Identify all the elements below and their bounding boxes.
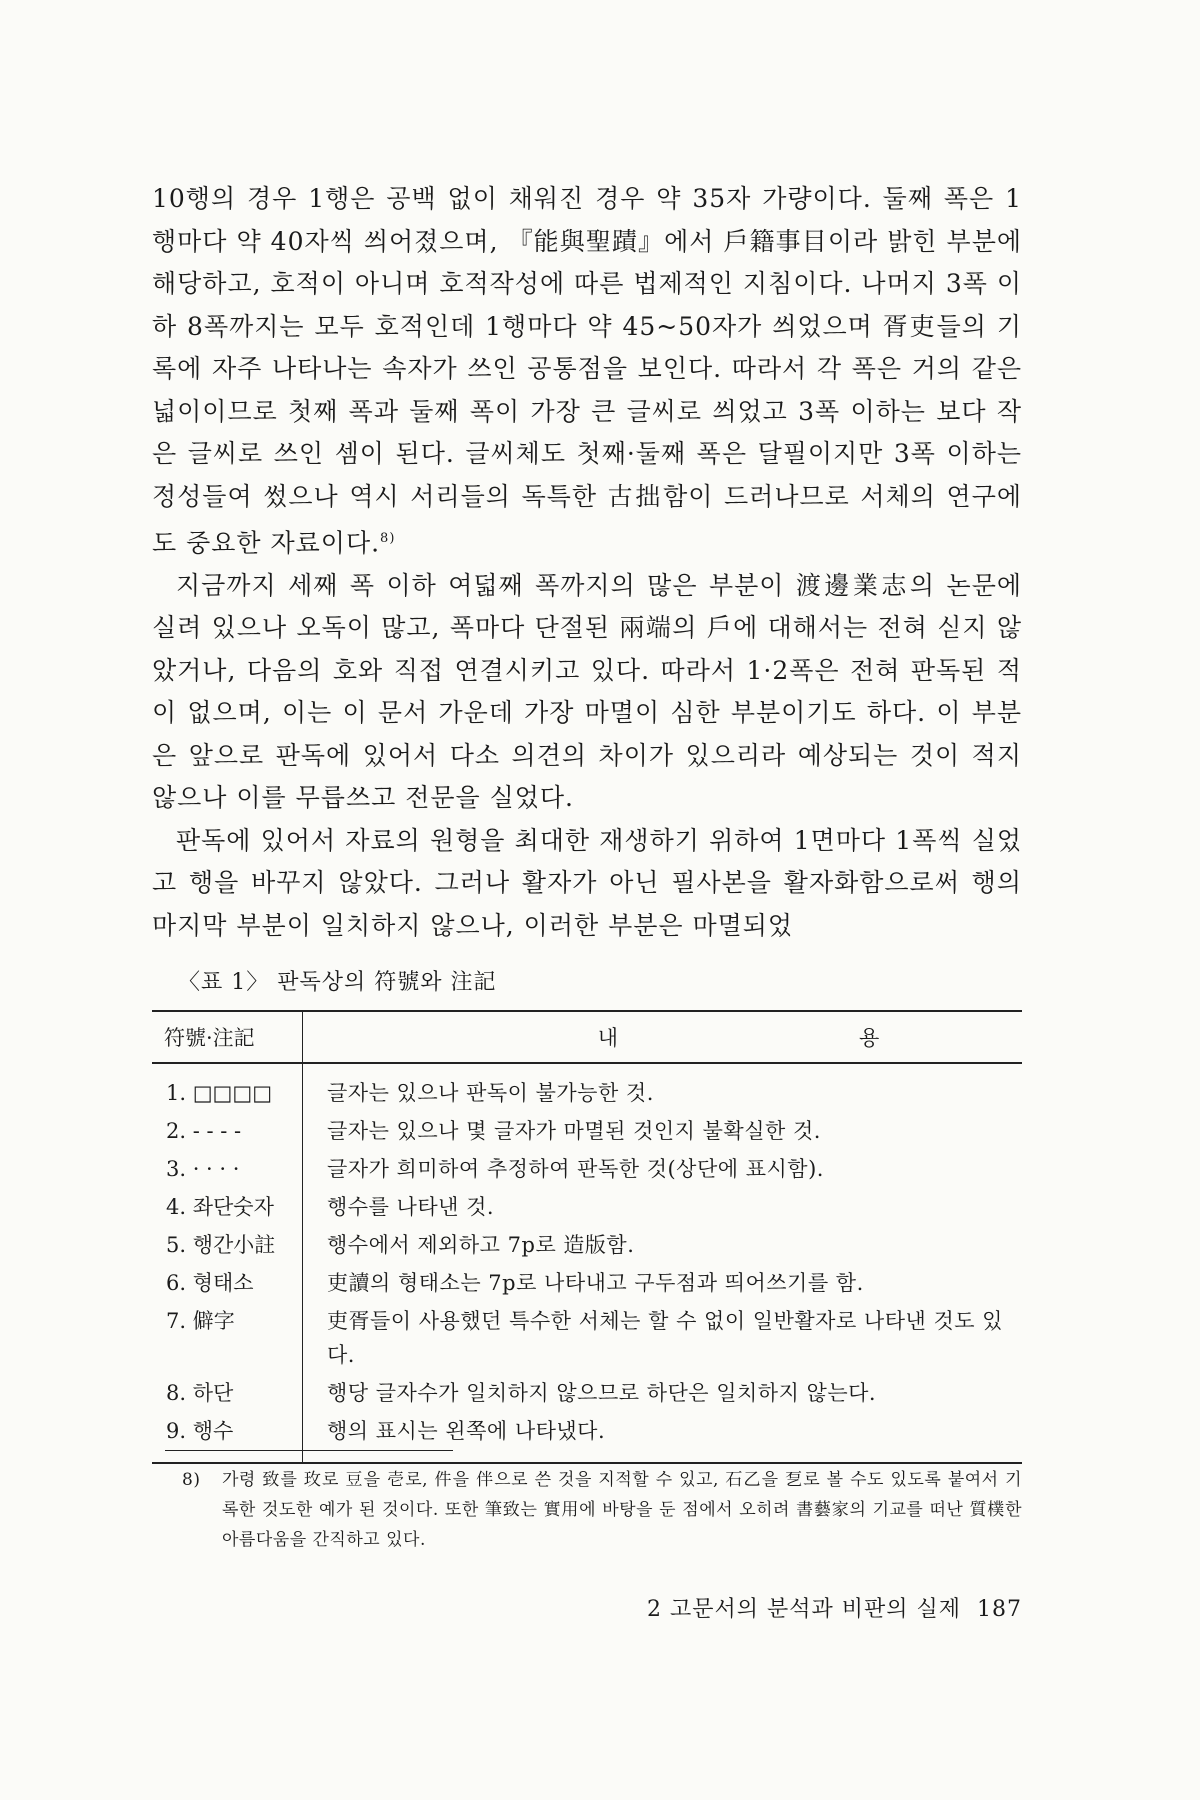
table-header-row bbox=[152, 1011, 1022, 1063]
body-text bbox=[152, 178, 1022, 947]
table-row bbox=[152, 1063, 1022, 1112]
table-row bbox=[152, 1264, 1022, 1302]
footnote-text: 가령 致를 玫로 豆을 壱로, 件을 伴으로 쓴 것을 지적할 수 있고, 石乙을 乭로 볼 수도 있도록 붙여서 기록한 것도한 예가 된 것이다. 또한 筆致는 實用에 바탕을 둔 점에서 오히려 書藝家의 기교를 떠난 質樸한 아름다움을 간직하고 있다. bbox=[222, 1470, 1022, 1550]
footnote-number: 8) bbox=[182, 1470, 201, 1490]
header-key: 符號·注記 bbox=[152, 1011, 303, 1063]
table-row bbox=[152, 1412, 1022, 1463]
row-key: 6. 형태소 bbox=[152, 1264, 303, 1302]
table-row bbox=[152, 1150, 1022, 1188]
paragraph-1-text: 10행의 경우 1행은 공백 없이 채워진 경우 약 35자 가량이다. 둘째 폭은 1행마다 약 40자씩 씌어졌으며, 『能與聖蹟』에서 戶籍事目이라 밝힌 부분에 해당하고, 호적이 아니며 호적작성에 따른 법제적인 지침이다. 나머지 3폭 이하 8폭까지는 모두 호적인데 1행마다 약 45~50자가 씌었으며 胥吏들의 기록에 자주 나타나는 속자가 쓰인 공통점을 보인다. 따라서 각 폭은 거의 같은 넓이이므로 첫째 폭과 둘째 폭이 가장 큰 글씨로 씌었고 3폭 이하는 보다 작은 글씨로 쓰인 셈이 된다. 글씨체도 첫째·둘째 폭은 달필이지만 3폭 이하는 정성들여 썼으나 역시 서리들의 독특한 古拙함이 드러나므로 서체의 연구에도 중요한 자료이다. bbox=[152, 184, 1022, 558]
chapter-title: 2 고문서의 분석과 비판의 실제 bbox=[647, 1597, 961, 1622]
paragraph-1 bbox=[152, 178, 1022, 565]
row-value: 행의 표시는 왼쪽에 나타냈다. bbox=[327, 1419, 606, 1443]
table-row bbox=[152, 1374, 1022, 1412]
page-footer bbox=[600, 1592, 1022, 1623]
row-value: 행수를 나타낸 것. bbox=[327, 1195, 495, 1219]
page-number: 187 bbox=[977, 1597, 1022, 1622]
table-row bbox=[152, 1188, 1022, 1226]
row-value: 吏讀의 형태소는 7p로 나타내고 구두점과 띄어쓰기를 함. bbox=[327, 1271, 864, 1295]
row-key: 9. 행수 bbox=[152, 1412, 303, 1463]
paragraph-3: 판독에 있어서 자료의 원형을 최대한 재생하기 위하여 1면마다 1폭씩 실었고 행을 바꾸지 않았다. 그러나 활자가 아닌 필사본을 활자화함으로써 행의 마지막 부분이 일치하지 않으나, 이러한 부분은 마멸되었 bbox=[152, 825, 1022, 940]
header-content-left: 내 bbox=[597, 1026, 619, 1050]
table-row bbox=[152, 1302, 1022, 1374]
header-content-right: 용 bbox=[859, 1026, 880, 1050]
row-key: 3. · · · · bbox=[152, 1150, 303, 1188]
row-key: 8. 하단 bbox=[152, 1374, 303, 1412]
table-row bbox=[152, 1112, 1022, 1150]
footnote-divider bbox=[165, 1450, 453, 1451]
row-value: 행수에서 제외하고 7p로 造版함. bbox=[327, 1233, 635, 1257]
footnote-reference: 8) bbox=[380, 531, 396, 546]
row-value: 행당 글자수가 일치하지 않으므로 하단은 일치하지 않는다. bbox=[327, 1381, 877, 1405]
row-key: 5. 행간小註 bbox=[152, 1226, 303, 1264]
row-value: 吏胥들이 사용했던 특수한 서체는 할 수 없이 일반활자로 나타낸 것도 있다. bbox=[327, 1309, 1003, 1367]
header-content bbox=[303, 1011, 1023, 1063]
footnote bbox=[182, 1465, 1022, 1555]
table-row bbox=[152, 1226, 1022, 1264]
row-key: 2. - - - - bbox=[152, 1112, 303, 1150]
row-value: 글자가 희미하여 추정하여 판독한 것(상단에 표시함). bbox=[327, 1157, 824, 1181]
paragraph-2: 지금까지 세째 폭 이하 여덟째 폭까지의 많은 부분이 渡邊業志의 논문에 실려 있으나 오독이 많고, 폭마다 단절된 兩端의 戶에 대해서는 전혀 싣지 않았거나, 다음의 호와 직접 연결시키고 있다. 따라서 1·2폭은 전혀 판독된 적이 없으며, 이는 이 문서 가운데 가장 마멸이 심한 부분이기도 하다. 이 부분은 앞으로 판독에 있어서 다소 의견의 차이가 있으리라 예상되는 것이 적지 않으나 이를 무릅쓰고 전문을 실었다. bbox=[152, 570, 1022, 813]
row-key: 7. 僻字 bbox=[152, 1302, 303, 1374]
row-key: 4. 좌단숫자 bbox=[152, 1188, 303, 1226]
symbols-table bbox=[152, 1010, 1022, 1464]
table-caption: 〈표 1〉 판독상의 符號와 注記 bbox=[178, 970, 497, 995]
row-value: 글자는 있으나 몇 글자가 마멸된 것인지 불확실한 것. bbox=[327, 1119, 821, 1143]
row-value: 글자는 있으나 판독이 불가능한 것. bbox=[327, 1081, 654, 1105]
row-key: 1. □□□□ bbox=[152, 1063, 303, 1112]
